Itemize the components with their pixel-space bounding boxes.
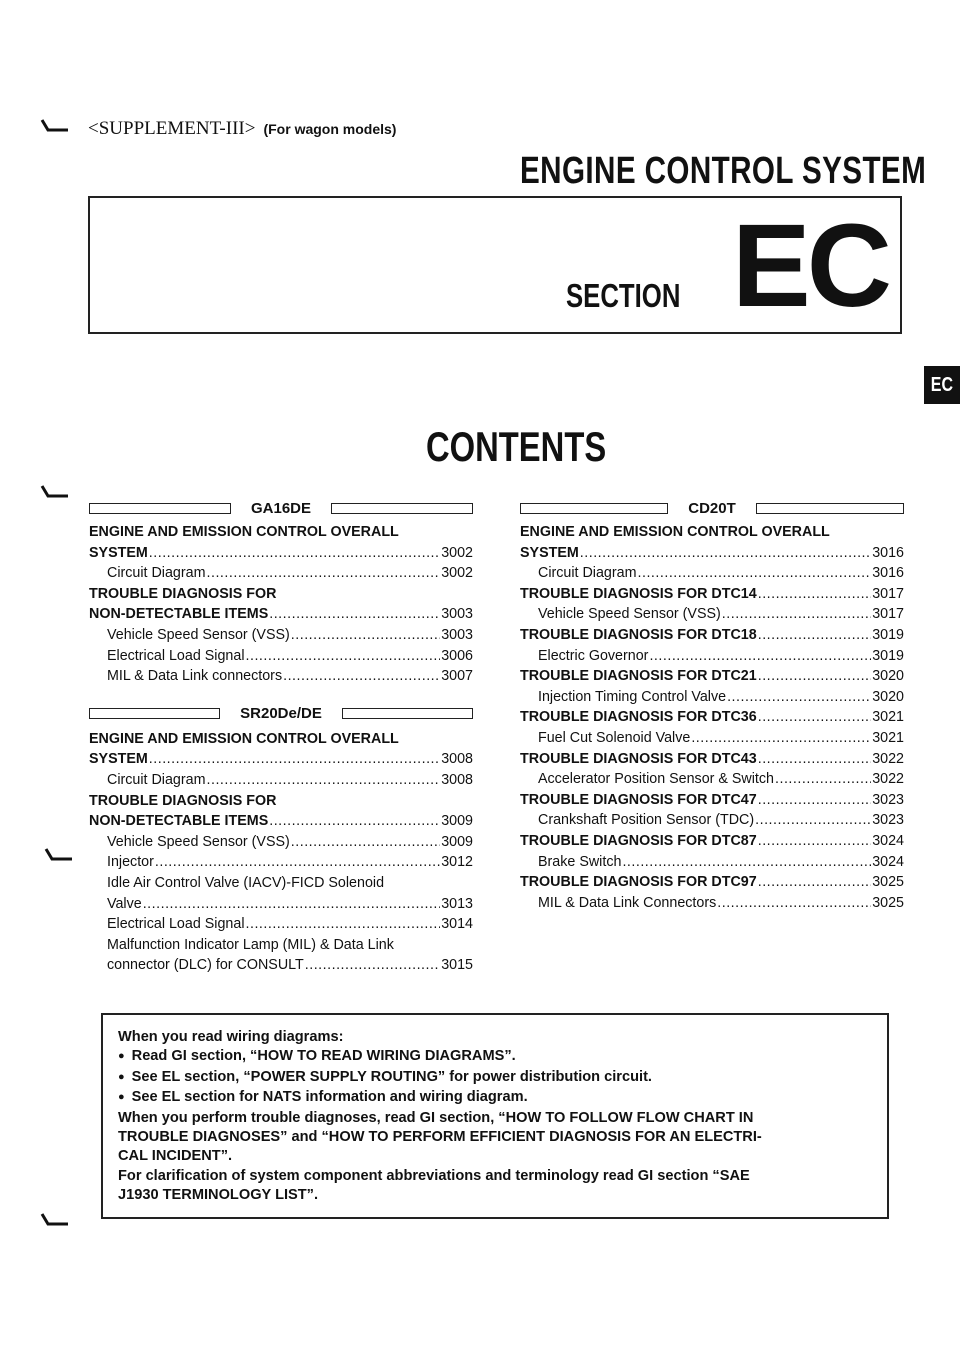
page-title: ENGINE CONTROL SYSTEM — [520, 150, 927, 192]
toc-entry[interactable]: Electrical Load Signal ..... 3014 — [89, 914, 473, 935]
toc-entry[interactable]: TROUBLE DIAGNOSIS FOR DTC36 ..... 3021 — [520, 707, 904, 728]
toc-entry[interactable]: Vehicle Speed Sensor (VSS) ..... 3003 — [89, 625, 473, 646]
note-line: CAL INCIDENT”. — [118, 1148, 233, 1165]
toc-entry[interactable]: MIL & Data Link Connectors ..... 3025 — [520, 893, 904, 914]
toc-heading: TROUBLE DIAGNOSIS FOR — [89, 585, 277, 602]
toc-entry[interactable]: Fuel Cut Solenoid Valve ..... 3021 — [520, 728, 904, 749]
toc-entry[interactable]: Crankshaft Position Sensor (TDC) ..... 3023 — [520, 810, 904, 831]
revision-mark-icon — [40, 1212, 70, 1230]
group-header-ga16de — [89, 497, 473, 519]
toc-heading: TROUBLE DIAGNOSIS FOR — [89, 792, 277, 809]
note-text — [118, 1028, 878, 1206]
toc-entry[interactable]: Electrical Load Signal ..... 3006 — [89, 646, 473, 667]
header-bar — [89, 708, 220, 719]
supplement-line — [88, 118, 396, 140]
toc-entry[interactable]: MIL & Data Link connectors ..... 3007 — [89, 666, 473, 687]
toc-entry[interactable]: TROUBLE DIAGNOSIS FOR DTC14 ..... 3017 — [520, 584, 904, 605]
supplement-label: <SUPPLEMENT-III> — [88, 118, 256, 139]
toc-entry[interactable]: SYSTEM ..... 3002 — [89, 543, 473, 564]
toc-entry[interactable]: Brake Switch ..... 3024 — [520, 852, 904, 873]
toc-right-column — [520, 497, 904, 913]
supplement-note: (For wagon models) — [263, 121, 397, 137]
toc-entry[interactable]: Accelerator Position Sensor & Switch ..... 3022 — [520, 769, 904, 790]
note-line: When you read wiring diagrams: — [118, 1029, 344, 1045]
toc-entry[interactable]: TROUBLE DIAGNOSIS FOR DTC18 ..... 3019 — [520, 625, 904, 646]
section-tab — [924, 366, 960, 404]
toc-entry[interactable]: TROUBLE DIAGNOSIS FOR DTC21 ..... 3020 — [520, 666, 904, 687]
toc-entry[interactable]: Injection Timing Control Valve ..... 3020 — [520, 687, 904, 708]
toc-entry[interactable]: NON-DETECTABLE ITEMS ..... 3003 — [89, 604, 473, 625]
note-bullet: ● See EL section for NATS information and wiring diagram. — [118, 1088, 878, 1108]
note-line: J1930 TERMINOLOGY LIST”. — [118, 1187, 319, 1204]
note-line: TROUBLE DIAGNOSES” and “HOW TO PERFORM EFFICIENT DIAGNOSIS FOR AN ELECTRI- — [118, 1129, 762, 1146]
toc-entry[interactable]: Circuit Diagram ..... 3002 — [89, 563, 473, 584]
group-header-cd20t — [520, 497, 904, 519]
toc-entry[interactable]: Electric Governor ..... 3019 — [520, 646, 904, 667]
group-label: SR20De/DE — [240, 705, 322, 723]
section-tab-label: EC — [930, 373, 954, 396]
section-code: EC — [732, 200, 888, 332]
toc-entry[interactable]: Vehicle Speed Sensor (VSS) ..... 3009 — [89, 832, 473, 853]
toc-entry[interactable]: connector (DLC) for CONSULT ..... 3015 — [89, 955, 473, 976]
toc-entry[interactable]: Circuit Diagram ..... 3016 — [520, 563, 904, 584]
group-label: GA16DE — [250, 499, 312, 517]
toc-left-column — [89, 497, 473, 976]
toc-entry[interactable]: TROUBLE DIAGNOSIS FOR DTC43 ..... 3022 — [520, 749, 904, 770]
group-label: CD20T — [688, 499, 736, 517]
note-bullet: ● See EL section, “POWER SUPPLY ROUTING” for power distribution circuit. — [118, 1068, 878, 1088]
toc-entry[interactable]: Vehicle Speed Sensor (VSS) ..... 3017 — [520, 604, 904, 625]
contents-title: CONTENTS — [426, 423, 607, 470]
note-line: For clarification of system component abbreviations and terminology read GI section “SAE — [118, 1167, 750, 1184]
toc-subheading: Malfunction Indicator Lamp (MIL) & Data Link — [107, 936, 394, 953]
toc-entry[interactable]: SYSTEM ..... 3008 — [89, 749, 473, 770]
section-word: SECTION — [566, 277, 681, 314]
toc-entry[interactable]: Valve ..... 3013 — [89, 894, 473, 915]
toc-entry[interactable]: TROUBLE DIAGNOSIS FOR DTC47 ..... 3023 — [520, 790, 904, 811]
toc-entry[interactable]: Injector ..... 3012 — [89, 852, 473, 873]
toc-entry[interactable]: TROUBLE DIAGNOSIS FOR DTC97 ..... 3025 — [520, 872, 904, 893]
note-line: When you perform trouble diagnoses, read GI section, “HOW TO FOLLOW FLOW CHART IN — [118, 1109, 754, 1126]
toc-heading: ENGINE AND EMISSION CONTROL OVERALL — [89, 730, 399, 747]
header-bar — [89, 503, 231, 514]
revision-mark-icon — [40, 118, 70, 136]
toc-entry[interactable]: Circuit Diagram ..... 3008 — [89, 770, 473, 791]
toc-heading: ENGINE AND EMISSION CONTROL OVERALL — [520, 524, 830, 540]
header-bar — [756, 503, 904, 514]
toc-entry[interactable]: NON-DETECTABLE ITEMS ..... 3009 — [89, 811, 473, 832]
toc-entry[interactable]: SYSTEM ..... 3016 — [520, 543, 904, 564]
header-bar — [520, 503, 668, 514]
header-bar — [342, 708, 473, 719]
header-bar — [331, 503, 473, 514]
revision-mark-icon — [40, 484, 70, 502]
note-bullet: ● Read GI section, “HOW TO READ WIRING DIAGRAMS”. — [118, 1047, 878, 1067]
toc-subheading: Idle Air Control Valve (IACV)-FICD Solenoid — [107, 874, 385, 891]
toc-heading: ENGINE AND EMISSION CONTROL OVERALL — [89, 524, 399, 540]
group-header-sr20de — [89, 703, 473, 725]
revision-mark-icon — [44, 847, 74, 865]
toc-entry[interactable]: TROUBLE DIAGNOSIS FOR DTC87 ..... 3024 — [520, 831, 904, 852]
